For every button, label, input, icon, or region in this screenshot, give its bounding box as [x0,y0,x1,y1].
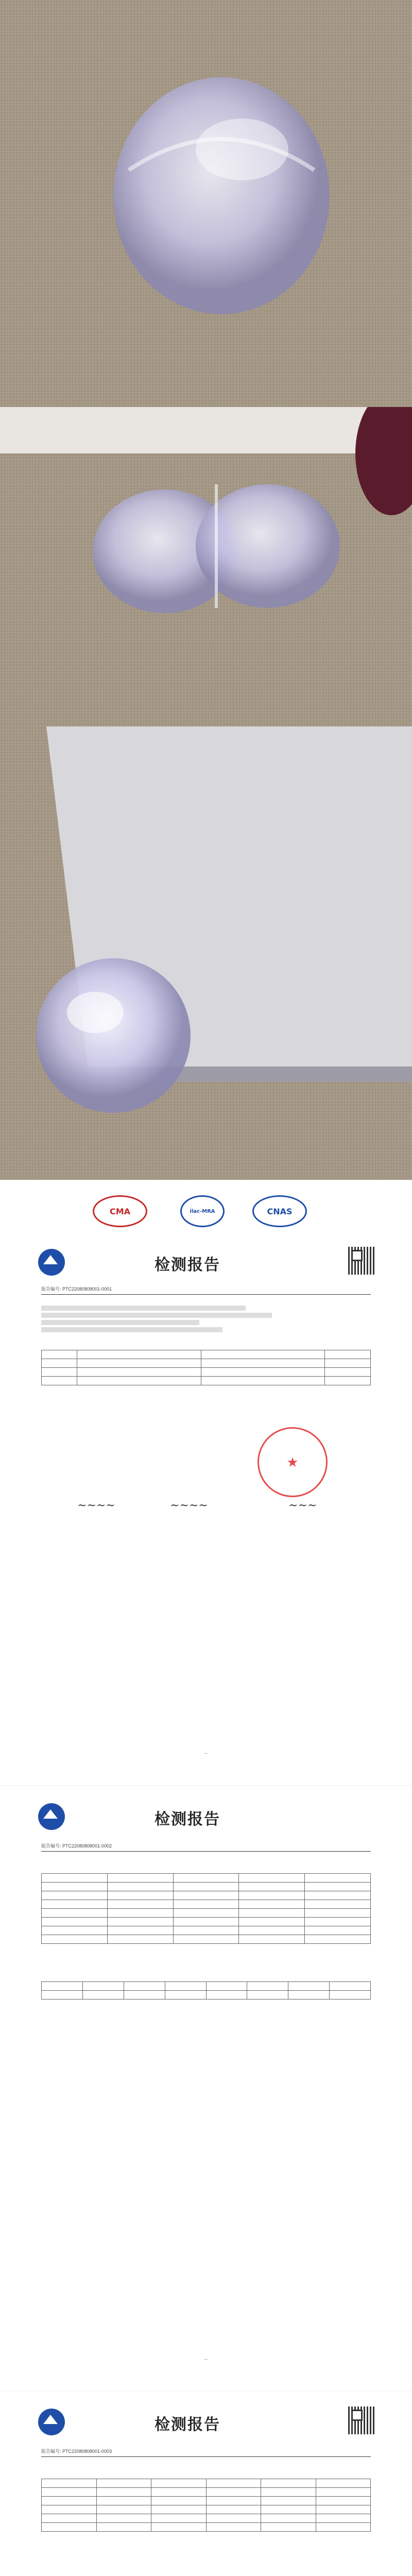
ilac-label: ilac-MRA [190,1208,215,1214]
report-header [36,1801,376,1832]
cnas-mark [252,1195,307,1227]
divider [41,1294,371,1295]
cnas-label: CNAS [267,1206,293,1216]
cma-mark [93,1195,147,1227]
divider [41,1851,371,1852]
qr-code-icon [348,2406,376,2434]
results-table [41,2479,371,2532]
report-page-2 [0,2391,412,2576]
report-text-block [41,1303,371,1334]
qr-code-icon [348,1247,376,1275]
results-table [41,1350,371,1385]
signature-2: ~~~~ [170,1499,208,1512]
report-header [36,2406,376,2437]
lab-logo-icon [36,1801,72,1832]
report-page-1 [0,1785,412,2391]
results-table [41,1873,371,1944]
report-number: 报告编号: PTC22080808001-0001 [41,1286,112,1292]
report-title: 检测报告 [154,1256,220,1274]
photo-bumper-side-view [0,407,412,726]
ilac-mark [180,1195,225,1227]
signature-3: ~~~ [288,1499,317,1512]
lab-logo-icon [36,1247,72,1278]
certification-marks [77,1190,335,1231]
photo-bumper-on-table-corner [0,726,412,1180]
report-title: 检测报告 [154,1810,220,1828]
report-title: 检测报告 [154,2416,220,2434]
lab-logo-icon [36,2406,72,2437]
photo-bumper-closeup [0,0,412,407]
lab-stamp: ★ [258,1427,328,1497]
signature-1: ~~~~ [77,1499,115,1512]
summary-table [41,1981,371,1999]
report-number: 报告编号: PTC22080808001-0003 [41,2449,112,2454]
report-number: 报告编号: PTC22080808001-0002 [41,1843,112,1849]
cma-label: CMA [109,1206,131,1216]
report-footer: — [204,2358,208,2361]
divider [41,2456,371,2457]
report-header [36,1247,376,1278]
report-footer: — [204,1752,208,1755]
report-page-cover [0,1180,412,1785]
